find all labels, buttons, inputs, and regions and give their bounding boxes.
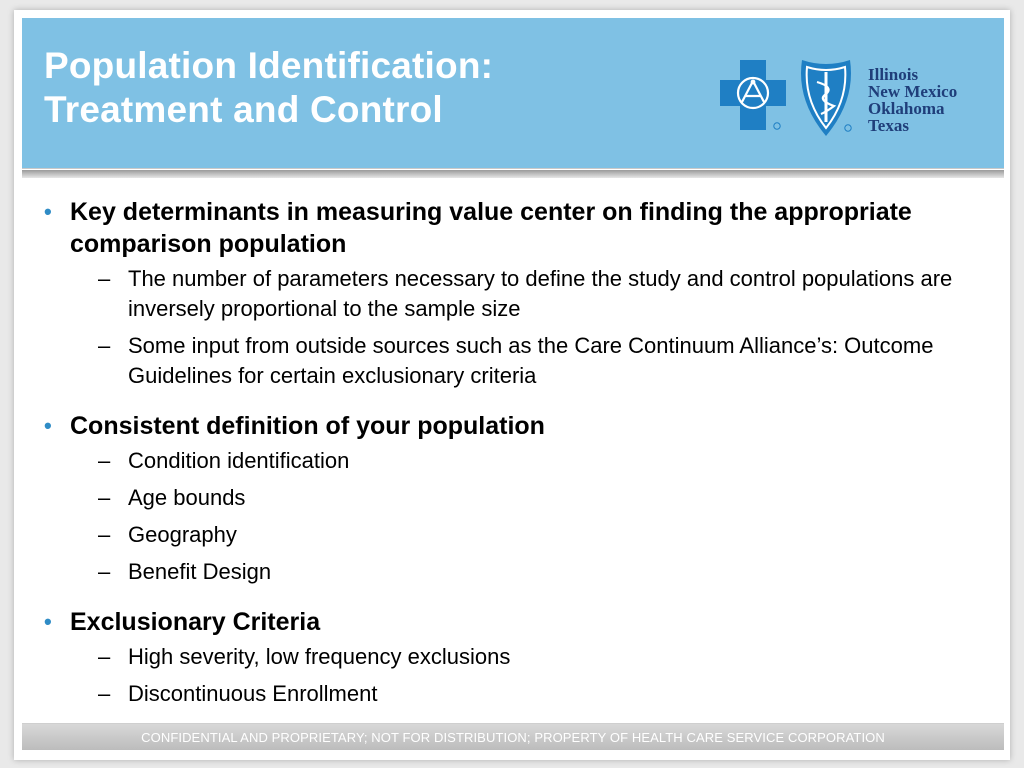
footer-confidential-notice: CONFIDENTIAL AND PROPRIETARY; NOT FOR DISTRIBUTION; PROPERTY OF HEALTH CARE SERVICE CORPORATION (141, 730, 885, 745)
logo-state: New Mexico (868, 82, 958, 101)
dash-icon: – (98, 485, 111, 510)
dash-icon: – (98, 681, 111, 706)
slide (14, 10, 1010, 760)
sub-bullet: – High severity, low frequency exclusions (44, 642, 984, 672)
bullet-heading: • Exclusionary Criteria (44, 608, 321, 636)
sub-bullet: – Some input from outside sources such as the Care Continuum Alliance’s: Outcome Guidelines for certain exclusionary criteria (98, 333, 934, 388)
dash-icon: – (98, 333, 111, 358)
title-line-1: Population Identification: (44, 45, 494, 86)
bcbs-logo (718, 56, 990, 140)
sub-bullet: – The number of parameters necessary to define the study and control populations are inversely proportional to the sample size (98, 266, 953, 321)
bullet-dot-icon: • (44, 199, 52, 224)
header-shadow (22, 170, 1004, 178)
cross-shield-icon (718, 56, 863, 140)
bullet-heading: • Key determinants in measuring value center on finding the appropriate comparison population (44, 198, 912, 258)
sub-bullet: – Condition identification (44, 446, 984, 476)
footer-bar (22, 723, 1004, 750)
dash-icon: – (98, 448, 111, 473)
header-banner (22, 18, 1004, 169)
logo-state: Texas (868, 116, 909, 135)
dash-icon: – (98, 522, 111, 547)
title-line-2: Treatment and Control (44, 89, 443, 130)
bullet-heading: • Consistent definition of your population (44, 412, 545, 440)
dash-icon: – (98, 266, 111, 291)
slide-title (44, 44, 493, 132)
logo-state: Oklahoma (868, 99, 945, 118)
bullet-dot-icon: • (44, 609, 52, 634)
logo-state: Illinois (868, 65, 919, 84)
slide-content (44, 196, 984, 716)
sub-bullet: – Geography (44, 520, 984, 550)
dash-icon: – (98, 644, 111, 669)
logo-states (868, 66, 957, 134)
sub-bullet: – Discontinuous Enrollment (44, 679, 984, 709)
dash-icon: – (98, 559, 111, 584)
sub-bullet: – Benefit Design (44, 557, 984, 587)
bullet-dot-icon: • (44, 413, 52, 438)
sub-bullet: – Age bounds (44, 483, 984, 513)
